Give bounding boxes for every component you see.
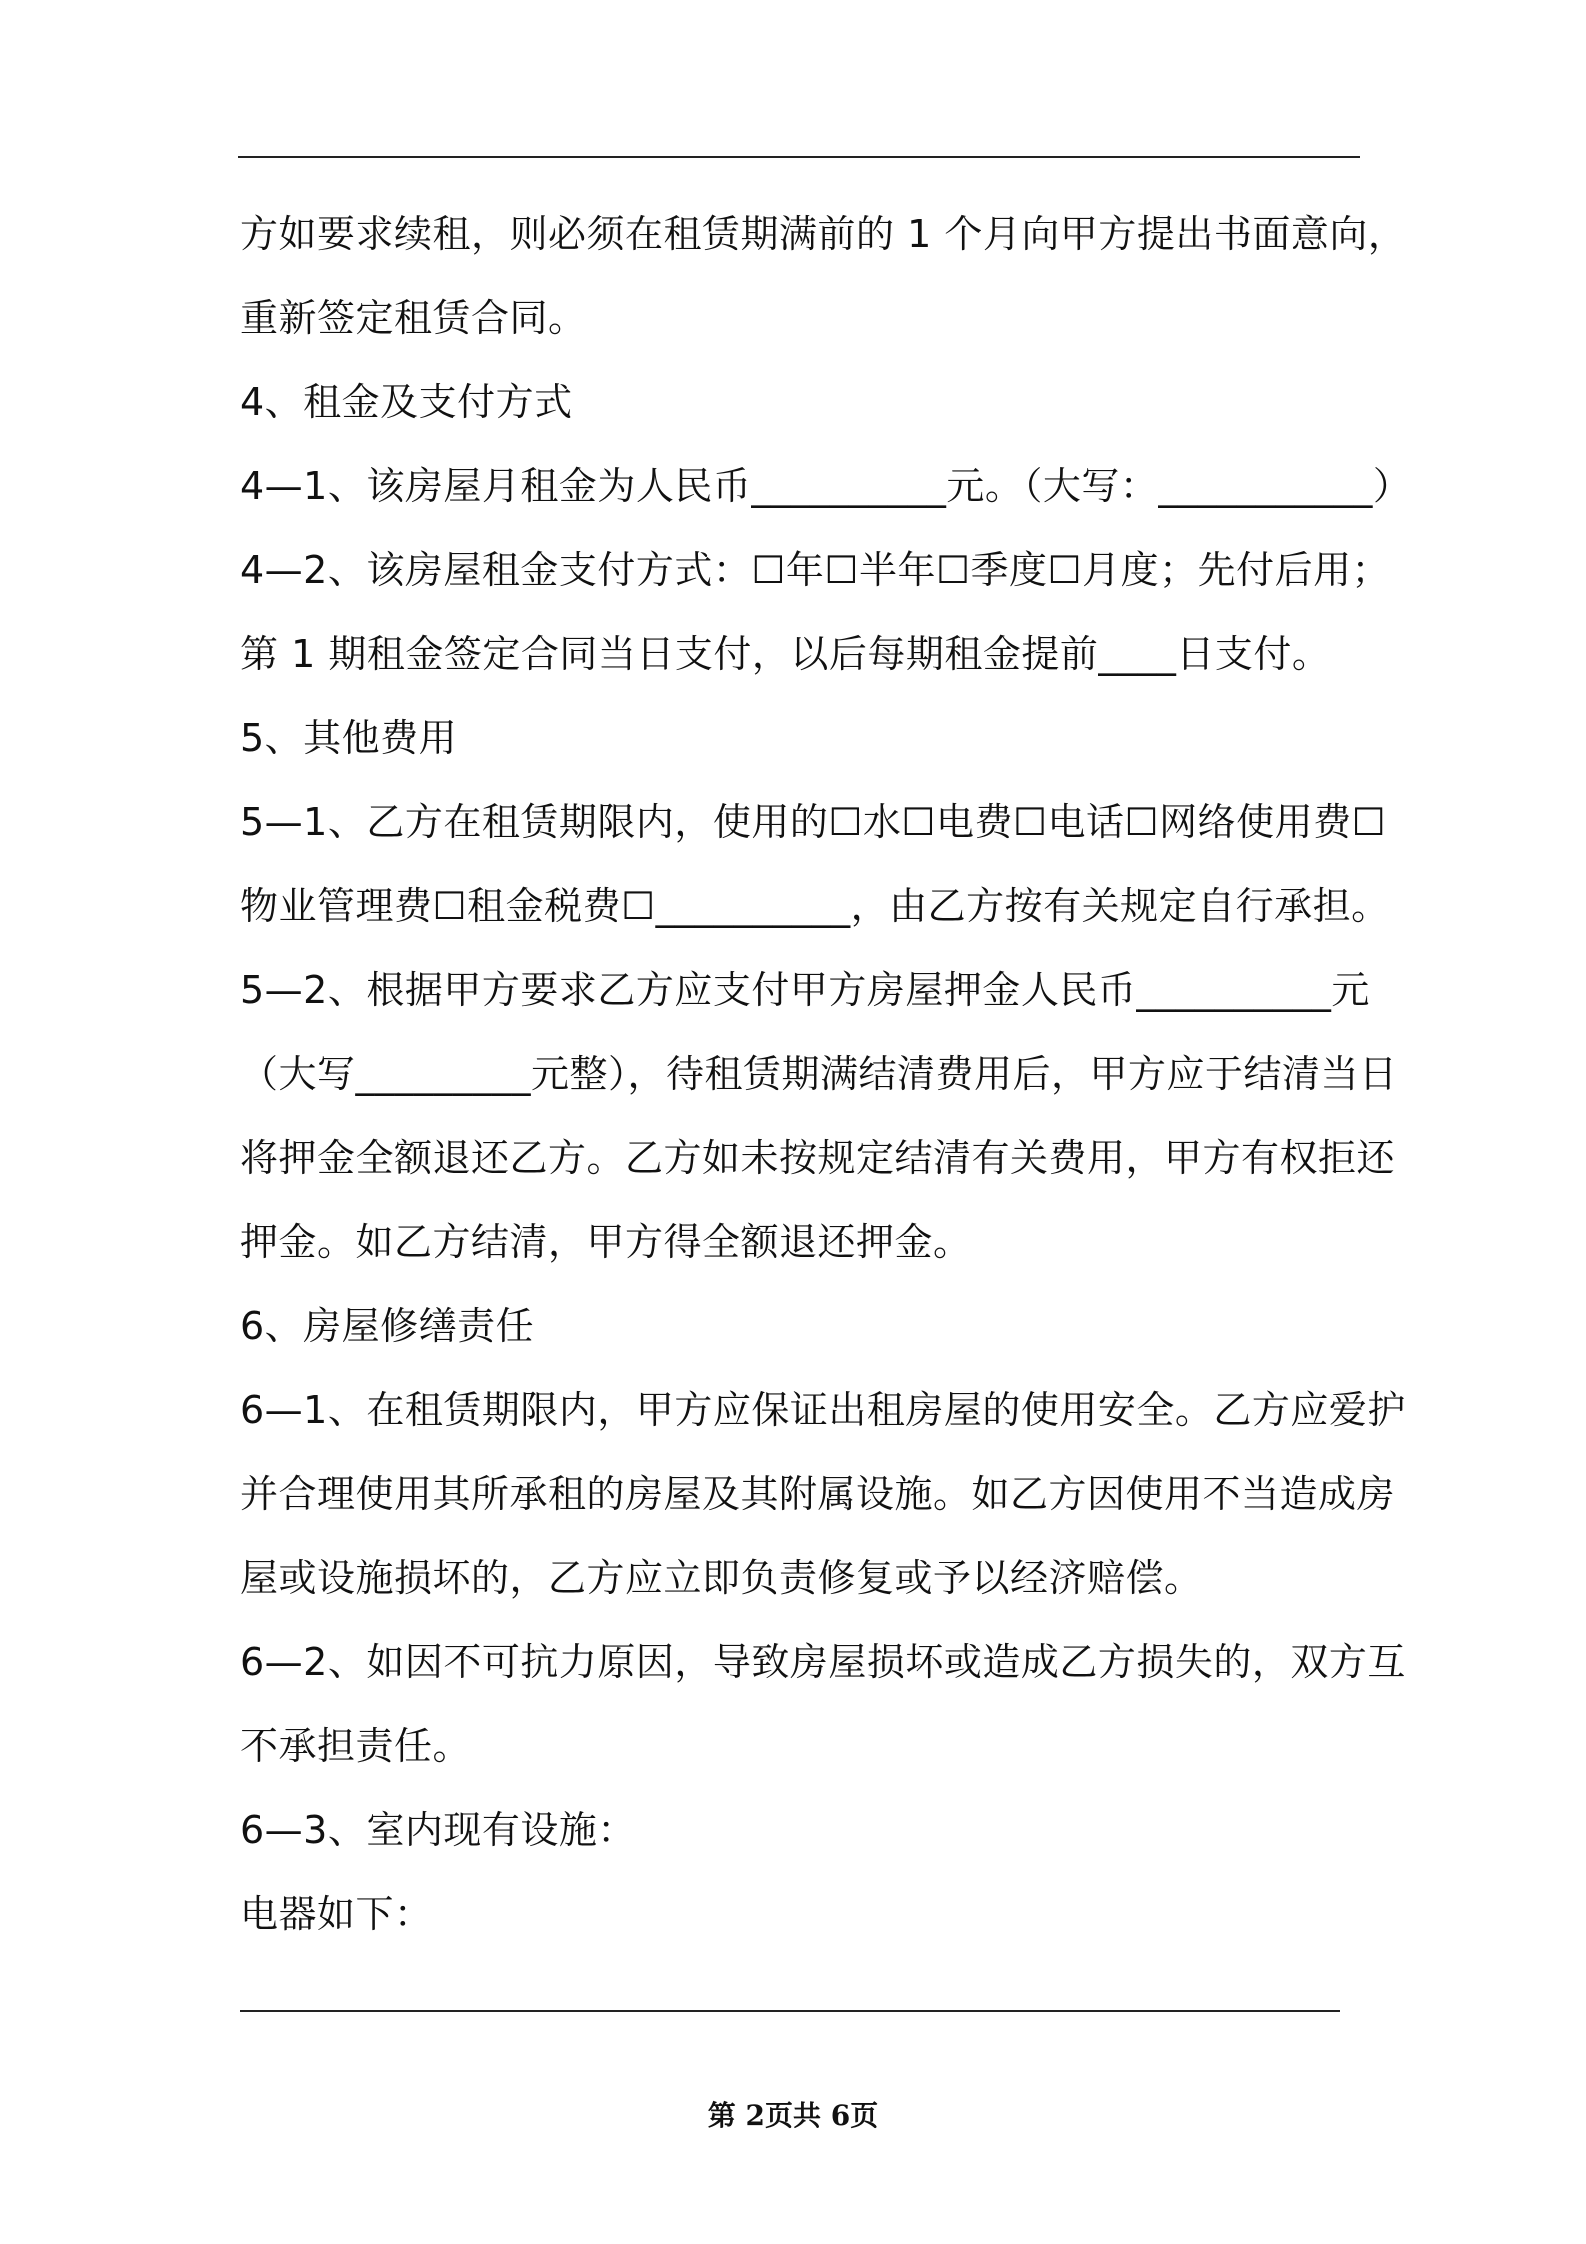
fill-in-rule: [240, 2010, 1340, 2012]
text-line: 将押金全额退还乙方。乙方如未按规定结清有关费用，甲方有权拒还: [240, 1136, 1396, 1180]
text-line: 5—2、根据甲方要求乙方应支付甲方房屋押金人民币__________元: [240, 968, 1370, 1012]
page-number: 第 2页共 6页: [707, 2099, 879, 2132]
text-line: 物业管理费☐租金税费☐__________，由乙方按有关规定自行承担。: [240, 884, 1390, 928]
section-heading-repairs: 6、房屋修缮责任: [240, 1304, 535, 1348]
text-line: 4—1、该房屋月租金为人民币__________元。（大写：___________）: [240, 464, 1412, 508]
text-line: 5—1、乙方在租赁期限内，使用的☐水☐电费☐电话☐网络使用费☐: [240, 800, 1387, 844]
text-line: 方如要求续租，则必须在租赁期满前的 1 个月向甲方提出书面意向，: [240, 212, 1407, 256]
text-line: 押金。如乙方结清，甲方得全额退还押金。: [240, 1220, 972, 1264]
text-line: 不承担责任。: [240, 1724, 472, 1768]
text-line: 电器如下：: [240, 1892, 433, 1936]
text-line: 4—2、该房屋租金支付方式：☐年☐半年☐季度☐月度；先付后用；: [240, 548, 1391, 592]
section-heading-other-fees: 5、其他费用: [240, 716, 458, 760]
text-line: （大写_________元整），待租赁期满结清费用后，甲方应于结清当日: [240, 1052, 1398, 1096]
text-line: 屋或设施损坏的，乙方应立即负责修复或予以经济赔偿。: [240, 1556, 1203, 1600]
contract-body: [240, 192, 1412, 1956]
section-heading-rent: 4、租金及支付方式: [240, 380, 573, 424]
text-line: 第 1 期租金签定合同当日支付，以后每期租金提前____日支付。: [240, 632, 1331, 676]
header-rule: [238, 156, 1360, 158]
text-line: 6—3、室内现有设施：: [240, 1808, 636, 1852]
text-line: 6—2、如因不可抗力原因，导致房屋损坏或造成乙方损失的，双方互: [240, 1640, 1406, 1684]
text-line: 重新签定租赁合同。: [240, 296, 587, 340]
text-line: 并合理使用其所承租的房屋及其附属设施。如乙方因使用不当造成房: [240, 1472, 1396, 1516]
text-line: 6—1、在租赁期限内，甲方应保证出租房屋的使用安全。乙方应爱护: [240, 1388, 1406, 1432]
